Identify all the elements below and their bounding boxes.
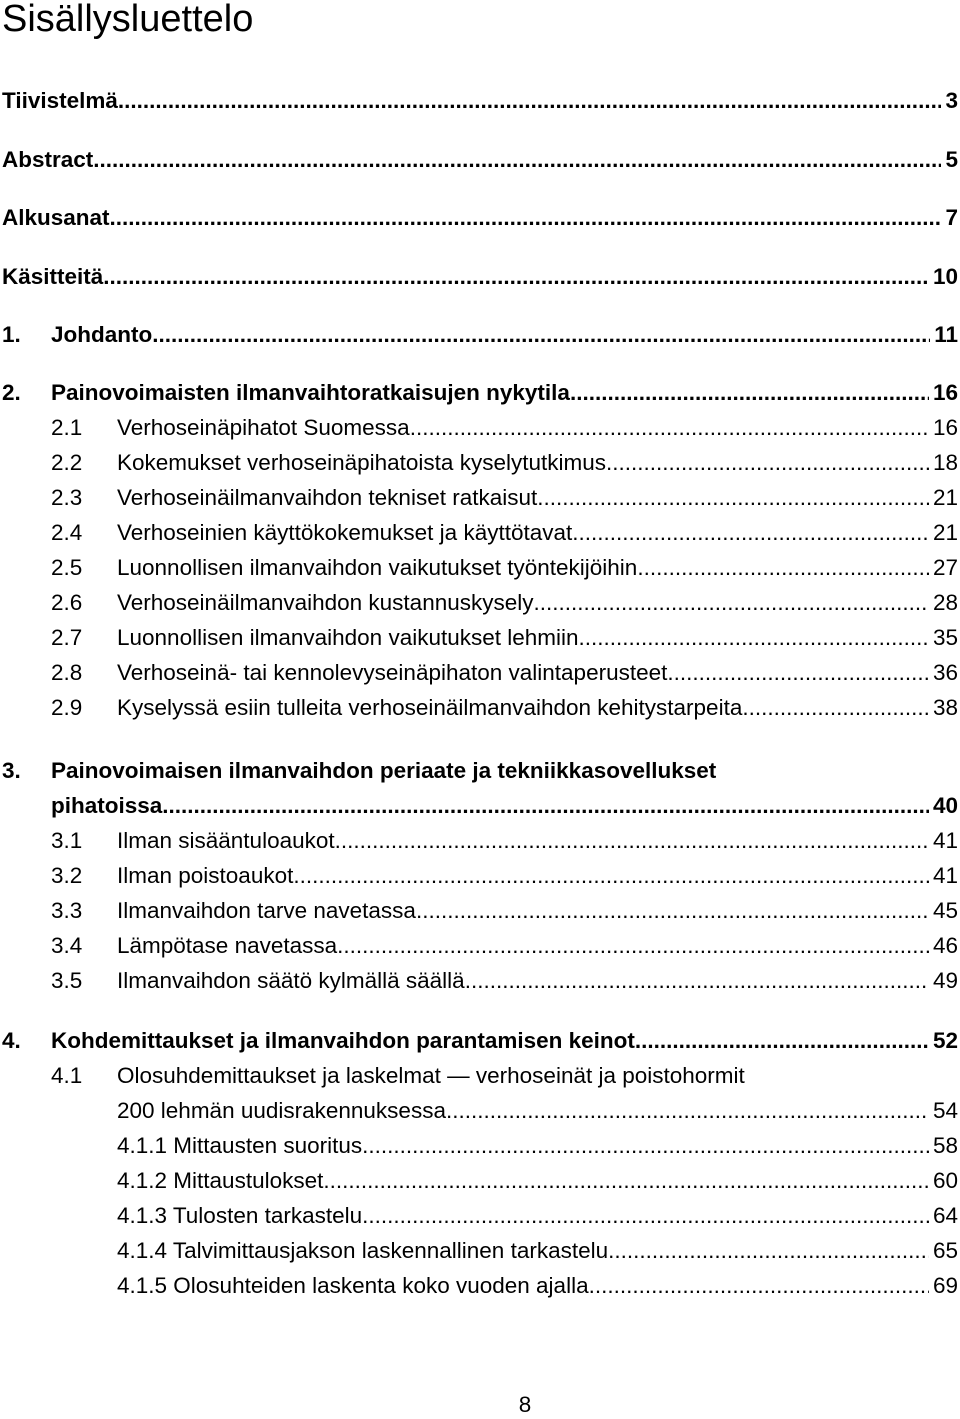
toc-entry[interactable] — [0, 554, 958, 582]
toc-entry-number: 2.1 — [51, 415, 83, 440]
dot-leader — [742, 694, 929, 722]
toc-entry-page: 58 — [932, 1133, 958, 1158]
toc-entry-page: 5 — [945, 147, 958, 172]
toc-entry-number: 1. — [2, 322, 21, 347]
toc-entry-title: Verhoseinäilmanvaihdon tekniset ratkaisut — [117, 485, 538, 510]
toc-entry[interactable] — [0, 1237, 958, 1265]
toc-entry-title: Luonnollisen ilmanvaihdon vaikutukset työntekijöihin — [117, 555, 638, 580]
toc-entry-number: 2.7 — [51, 625, 83, 650]
toc-entry-page: 36 — [932, 660, 958, 685]
toc-entry-page: 60 — [932, 1168, 958, 1193]
toc-entry[interactable] — [0, 1027, 958, 1055]
toc-entry-title: 4.1.2 Mittaustulokset — [117, 1168, 324, 1193]
toc-entry-title: 4.1.1 Mittausten suoritus — [117, 1133, 363, 1158]
dot-leader — [293, 862, 929, 890]
toc-entry-page: 21 — [932, 485, 958, 510]
toc-entry-title: Verhoseinien käyttökokemukset ja käyttötavat — [117, 520, 573, 545]
toc-entry-number: 2.6 — [51, 590, 83, 615]
toc-entry-number: 2.2 — [51, 450, 83, 475]
toc-entry-page: 38 — [932, 695, 958, 720]
toc-entry-title: 4.1.5 Olosuhteiden laskenta koko vuoden ajalla — [117, 1273, 589, 1298]
toc-entry-title: Käsitteitä — [2, 264, 104, 289]
toc-entry-title: Kokemukset verhoseinäpihatoista kyselytutkimus — [117, 450, 606, 475]
toc-entry[interactable] — [0, 87, 958, 115]
toc-entry-title: Luonnollisen ilmanvaihdon vaikutukset lehmiin — [117, 625, 579, 650]
toc-entry[interactable] — [0, 694, 958, 722]
dot-leader — [589, 1272, 929, 1300]
toc-entry-page: 64 — [932, 1203, 958, 1228]
dot-leader — [637, 554, 929, 582]
dot-leader — [410, 414, 929, 442]
toc-entry-title: Alkusanat — [2, 205, 110, 230]
toc-entry[interactable] — [0, 263, 958, 291]
toc-entry-title: Kyselyssä esiin tulleita verhoseinäilmanvaihdon kehitystarpeita — [117, 695, 743, 720]
toc-entry-title: Verhoseinä- tai kennolevyseinäpihaton valintaperusteet — [117, 660, 668, 685]
toc-entry[interactable] — [0, 757, 958, 785]
toc-entry[interactable] — [0, 1062, 958, 1090]
toc-entry-continuation[interactable] — [0, 1097, 958, 1125]
toc-entry-page: 45 — [932, 898, 958, 923]
dot-leader — [335, 827, 929, 855]
toc-entry-title: Ilmanvaihdon tarve navetassa — [117, 898, 416, 923]
toc-entry-page: 52 — [932, 1028, 958, 1053]
toc-entry-page: 16 — [932, 415, 958, 440]
toc-entry[interactable] — [0, 932, 958, 960]
toc-entry-title: Verhoseinäilmanvaihdon kustannuskysely — [117, 590, 534, 615]
dot-leader — [465, 967, 929, 995]
dot-leader — [667, 659, 929, 687]
toc-entry-page: 11 — [934, 322, 958, 347]
toc-entry[interactable] — [0, 862, 958, 890]
toc-entry[interactable] — [0, 1167, 958, 1195]
toc-entry-title: Ilmanvaihdon säätö kylmällä säällä — [117, 968, 465, 993]
page-title: Sisällysluettelo — [2, 0, 254, 40]
toc-entry-title: Lämpötase navetassa — [117, 933, 338, 958]
toc-entry-title: Olosuhdemittaukset ja laskelmat — verhoseinät ja poistohormit — [117, 1063, 745, 1088]
toc-entry-title: Abstract — [2, 147, 94, 172]
toc-entry-page: 10 — [932, 264, 958, 289]
dot-leader — [446, 1097, 929, 1125]
dot-leader — [606, 449, 929, 477]
toc-entry[interactable] — [0, 519, 958, 547]
toc-entry-page: 65 — [932, 1238, 958, 1263]
toc-entry-title: Ilman poistoaukot — [117, 863, 294, 888]
toc-entry-page: 35 — [932, 625, 958, 650]
toc-entry[interactable] — [0, 204, 958, 232]
toc-entry-title: Kohdemittaukset ja ilmanvaihdon parantamisen keinot — [51, 1028, 635, 1053]
toc-entry-page: 49 — [932, 968, 958, 993]
toc-entry[interactable] — [0, 321, 958, 349]
toc-entry[interactable] — [0, 484, 958, 512]
toc-entry-number: 2.9 — [51, 695, 83, 720]
toc-entry-page: 28 — [932, 590, 958, 615]
toc-entry-page: 18 — [932, 450, 958, 475]
dot-leader — [103, 263, 929, 291]
toc-entry-page: 21 — [932, 520, 958, 545]
toc-entry-title: Verhoseinäpihatot Suomessa — [117, 415, 410, 440]
toc-entry[interactable] — [0, 659, 958, 687]
dot-leader — [416, 897, 929, 925]
toc-entry-title: Johdanto — [51, 322, 153, 347]
toc-entry-title: Painovoimaisten ilmanvaihtoratkaisujen nykytila — [51, 380, 570, 405]
toc-entry-page: 3 — [945, 88, 958, 113]
dot-leader — [362, 1202, 929, 1230]
toc-entry-page: 7 — [945, 205, 958, 230]
dot-leader — [570, 379, 929, 407]
dot-leader — [93, 146, 941, 174]
dot-leader — [110, 204, 942, 232]
toc-entry-number: 2.3 — [51, 485, 83, 510]
toc-entry[interactable] — [0, 827, 958, 855]
toc-entry-title: Tiivistelmä — [2, 88, 118, 113]
toc-entry-title-continued: 200 lehmän uudisrakennuksessa — [117, 1098, 446, 1123]
toc-entry[interactable] — [0, 897, 958, 925]
toc-entry-title: 4.1.4 Talvimittausjakson laskennallinen tarkastelu. — [117, 1238, 615, 1263]
toc-entry-title: Painovoimaisen ilmanvaihdon periaate ja tekniikkasovellukset — [51, 758, 717, 783]
dot-leader — [537, 484, 929, 512]
toc-entry-number: 3.5 — [51, 968, 83, 993]
dot-leader — [152, 321, 930, 349]
dot-leader — [337, 932, 929, 960]
toc-entry-continuation[interactable] — [0, 792, 958, 820]
toc-entry-page: 41 — [932, 828, 958, 853]
toc-entry-page: 41 — [932, 863, 958, 888]
dot-leader — [362, 1132, 929, 1160]
toc-entry[interactable] — [0, 624, 958, 652]
dot-leader — [572, 519, 929, 547]
toc-entry-number: 4. — [2, 1028, 21, 1053]
toc-entry-number: 2.5 — [51, 555, 83, 580]
toc-entry-page: 54 — [932, 1098, 958, 1123]
toc-entry-number: 3.2 — [51, 863, 83, 888]
toc-entry-number: 4.1 — [51, 1063, 83, 1088]
dot-leader — [323, 1167, 929, 1195]
dot-leader — [579, 624, 929, 652]
toc-entry-number: 3.4 — [51, 933, 83, 958]
dot-leader — [162, 792, 929, 820]
dot-leader — [534, 589, 929, 617]
dot-leader — [614, 1237, 929, 1265]
toc-entry-number: 2.8 — [51, 660, 83, 685]
toc-entry-number: 3.1 — [51, 828, 83, 853]
toc-entry-number: 3. — [2, 758, 21, 783]
toc-entry-page: 46 — [932, 933, 958, 958]
toc-entry-page: 27 — [932, 555, 958, 580]
dot-leader — [635, 1027, 929, 1055]
toc-entry-page: 16 — [932, 380, 958, 405]
toc-entry[interactable] — [0, 379, 958, 407]
toc-entry-title: Ilman sisääntuloaukot — [117, 828, 335, 853]
toc-entry[interactable] — [0, 1272, 958, 1300]
toc-entry[interactable] — [0, 414, 958, 442]
page-number: 8 — [518, 1392, 532, 1417]
toc-entry[interactable] — [0, 589, 958, 617]
toc-entry[interactable] — [0, 1202, 958, 1230]
toc-entry[interactable] — [0, 967, 958, 995]
dot-leader — [118, 87, 942, 115]
toc-entry-number: 2.4 — [51, 520, 83, 545]
toc-entry-title-continued: pihatoissa — [51, 793, 163, 818]
toc-entry-number: 3.3 — [51, 898, 83, 923]
toc-entry[interactable] — [0, 449, 958, 477]
toc-entry[interactable] — [0, 1132, 958, 1160]
toc-entry-page: 40 — [932, 793, 958, 818]
toc-entry[interactable] — [0, 146, 958, 174]
toc-entry-title: 4.1.3 Tulosten tarkastelu — [117, 1203, 363, 1228]
toc-entry-page: 69 — [932, 1273, 958, 1298]
toc-entry-number: 2. — [2, 380, 21, 405]
